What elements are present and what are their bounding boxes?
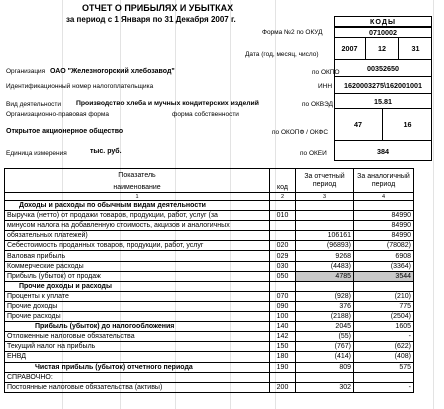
column-index: 3 — [296, 193, 354, 201]
row-current: (55) — [296, 332, 354, 342]
row-current: (96893) — [296, 241, 354, 251]
row-prior: (622) — [354, 342, 414, 352]
row-code: 090 — [270, 301, 296, 311]
row-prior: - — [354, 382, 414, 392]
table-row — [5, 221, 414, 231]
row-prior: - — [354, 332, 414, 342]
row-name: Выручка (нетто) от продажи товаров, продукции, работ, услуг (за — [5, 211, 270, 221]
row-code: 140 — [270, 322, 296, 332]
row-name: обязательных платежей) — [5, 231, 270, 241]
row-code: 142 — [270, 332, 296, 342]
row-prior: 775 — [354, 301, 414, 311]
row-name: СПРАВОЧНО: — [5, 372, 270, 382]
inn-code: 1620003275\162001001 — [334, 77, 432, 94]
row-name: Валовая прибыль — [5, 251, 270, 261]
table-row — [5, 211, 414, 221]
row-current: (2188) — [296, 312, 354, 322]
sheet-gridline — [433, 0, 434, 409]
row-current: (414) — [296, 352, 354, 362]
form-label: Форма №2 по ОКУД — [262, 29, 323, 36]
table-row — [5, 241, 414, 251]
ownership-label: форма собственности — [172, 111, 239, 118]
row-name: Прочие расходы — [5, 312, 270, 322]
column-index-row — [5, 193, 414, 201]
activity-label: Вид деятельности — [6, 101, 62, 108]
row-code: 010 — [270, 211, 296, 221]
date-month: 12 — [366, 38, 399, 60]
col-code-header: код — [270, 182, 296, 193]
row-prior — [354, 372, 414, 382]
row-current — [296, 211, 354, 221]
row-code: 200 — [270, 382, 296, 392]
okved-code: 15.81 — [334, 94, 432, 109]
row-current: 302 — [296, 382, 354, 392]
row-name: Отложенные налоговые обязательства — [5, 332, 270, 342]
row-name: Постоянные налоговые обязательства (активы) — [5, 382, 270, 392]
row-prior: 6908 — [354, 251, 414, 261]
row-prior: 575 — [354, 362, 414, 372]
row-prior: 84990 — [354, 221, 414, 231]
report-title: ОТЧЕТ О ПРИБЫЛЯХ И УБЫТКАХ — [82, 3, 234, 13]
row-name: Доходы и расходы по обычным видам деятельности — [5, 201, 270, 211]
row-code: 100 — [270, 312, 296, 322]
income-statement-table — [4, 168, 414, 393]
row-name: минусом налога на добавленную стоимость, акцизов и аналогичных — [5, 221, 270, 231]
row-name: Проценты к уплате — [5, 291, 270, 301]
row-prior: 3544 — [354, 271, 414, 281]
okei-label: по ОКЕИ — [300, 150, 327, 157]
row-code: 150 — [270, 342, 296, 352]
okopf-label: по ОКОПФ / ОКФС — [272, 129, 329, 136]
column-index: 4 — [354, 193, 414, 201]
row-prior — [354, 281, 414, 291]
row-code — [270, 281, 296, 291]
org-name: ОАО "Железногорский хлебозавод" — [50, 68, 175, 75]
table-row — [5, 332, 414, 342]
table-row — [5, 271, 414, 281]
date-year: 2007 — [334, 38, 366, 60]
okei-code: 384 — [377, 146, 389, 156]
col-prior-header: За аналогичный период — [354, 169, 414, 193]
row-prior: 84990 — [354, 231, 414, 241]
row-code — [270, 372, 296, 382]
row-prior: (210) — [354, 291, 414, 301]
row-code: 190 — [270, 362, 296, 372]
row-current — [296, 221, 354, 231]
table-row — [5, 291, 414, 301]
row-current: 2045 — [296, 322, 354, 332]
table-row — [5, 201, 414, 211]
okved-label: по ОКВЭД — [302, 101, 333, 108]
table-row — [5, 382, 414, 392]
codes-header-box — [334, 16, 432, 27]
legal-form-name: Открытое акционерное общество — [6, 128, 124, 135]
legal-form-label: Организационно-правовая форма — [6, 111, 109, 118]
row-name: Коммерческие расходы — [5, 261, 270, 271]
row-code: 070 — [270, 291, 296, 301]
table-row — [5, 231, 414, 241]
row-prior — [354, 201, 414, 211]
unit-label: Единица измерения — [6, 150, 67, 157]
form-code: 0710002 — [334, 27, 432, 38]
row-current — [296, 201, 354, 211]
row-name: ЕНВД — [5, 352, 270, 362]
row-prior: (3364) — [354, 261, 414, 271]
table-row — [5, 342, 414, 352]
row-current: 809 — [296, 362, 354, 372]
row-name: Текущий налог на прибыль — [5, 342, 270, 352]
codes-header: КОДЫ — [369, 17, 397, 26]
row-code: 050 — [270, 271, 296, 281]
row-current: (928) — [296, 291, 354, 301]
row-current: (767) — [296, 342, 354, 352]
row-name: Чистая прибыль (убыток) отчетного периода — [5, 362, 270, 372]
date-label: Дата (год, месяц, число) — [245, 51, 319, 58]
activity-name: Производство хлеба и мучных кондитерских изделий — [76, 100, 259, 107]
date-day: 31 — [399, 38, 432, 60]
row-code: 180 — [270, 352, 296, 362]
column-index: 1 — [5, 193, 270, 201]
row-code — [270, 231, 296, 241]
okpo-label: по ОКПО — [312, 69, 340, 76]
okfs-code: 16 — [383, 109, 432, 141]
row-code: 020 — [270, 241, 296, 251]
table-row — [5, 281, 414, 291]
col-indicator-header: Показатель — [5, 169, 270, 183]
row-prior: (408) — [354, 352, 414, 362]
row-current — [296, 372, 354, 382]
row-prior: (2504) — [354, 312, 414, 322]
table-header-row — [5, 169, 414, 183]
row-current: 9268 — [296, 251, 354, 261]
row-code — [270, 201, 296, 211]
row-name: Себестоимость проданных товаров, продукции, работ, услуг — [5, 241, 270, 251]
row-code: 030 — [270, 261, 296, 271]
row-current: 106161 — [296, 231, 354, 241]
row-prior: 84990 — [354, 211, 414, 221]
unit-name: тыс. руб. — [90, 148, 122, 155]
table-row — [5, 301, 414, 311]
table-row — [5, 261, 414, 271]
row-code: 029 — [270, 251, 296, 261]
table-row — [5, 251, 414, 261]
org-label: Организация — [6, 68, 46, 75]
row-prior: 1605 — [354, 322, 414, 332]
okopf-code: 47 — [334, 109, 383, 141]
row-current — [296, 281, 354, 291]
row-name: Прибыль (убыток) от продаж — [5, 271, 270, 281]
inn-short: ИНН — [318, 83, 333, 90]
col-code-header-top — [270, 169, 296, 183]
row-prior: (78082) — [354, 241, 414, 251]
row-current: 4785 — [296, 271, 354, 281]
row-name: Прочие доходы и расходы — [5, 281, 270, 291]
table-row — [5, 322, 414, 332]
row-name: Прочие доходы — [5, 301, 270, 311]
row-name: Прибыль (убыток) до налогообложения — [5, 322, 270, 332]
table-row — [5, 312, 414, 322]
col-current-header: За отчетный период — [296, 169, 354, 193]
table-row — [5, 352, 414, 362]
row-code — [270, 221, 296, 231]
row-current: (4483) — [296, 261, 354, 271]
column-index: 2 — [270, 193, 296, 201]
table-row — [5, 362, 414, 372]
table-row — [5, 372, 414, 382]
inn-label: Идентификационный номер налогоплательщика — [6, 83, 154, 90]
col-name-header: наименование — [5, 182, 270, 193]
report-period: за период с 1 Января по 31 Декабря 2007 г. — [66, 15, 236, 24]
row-current: 376 — [296, 301, 354, 311]
okpo-code: 00352650 — [334, 60, 432, 77]
